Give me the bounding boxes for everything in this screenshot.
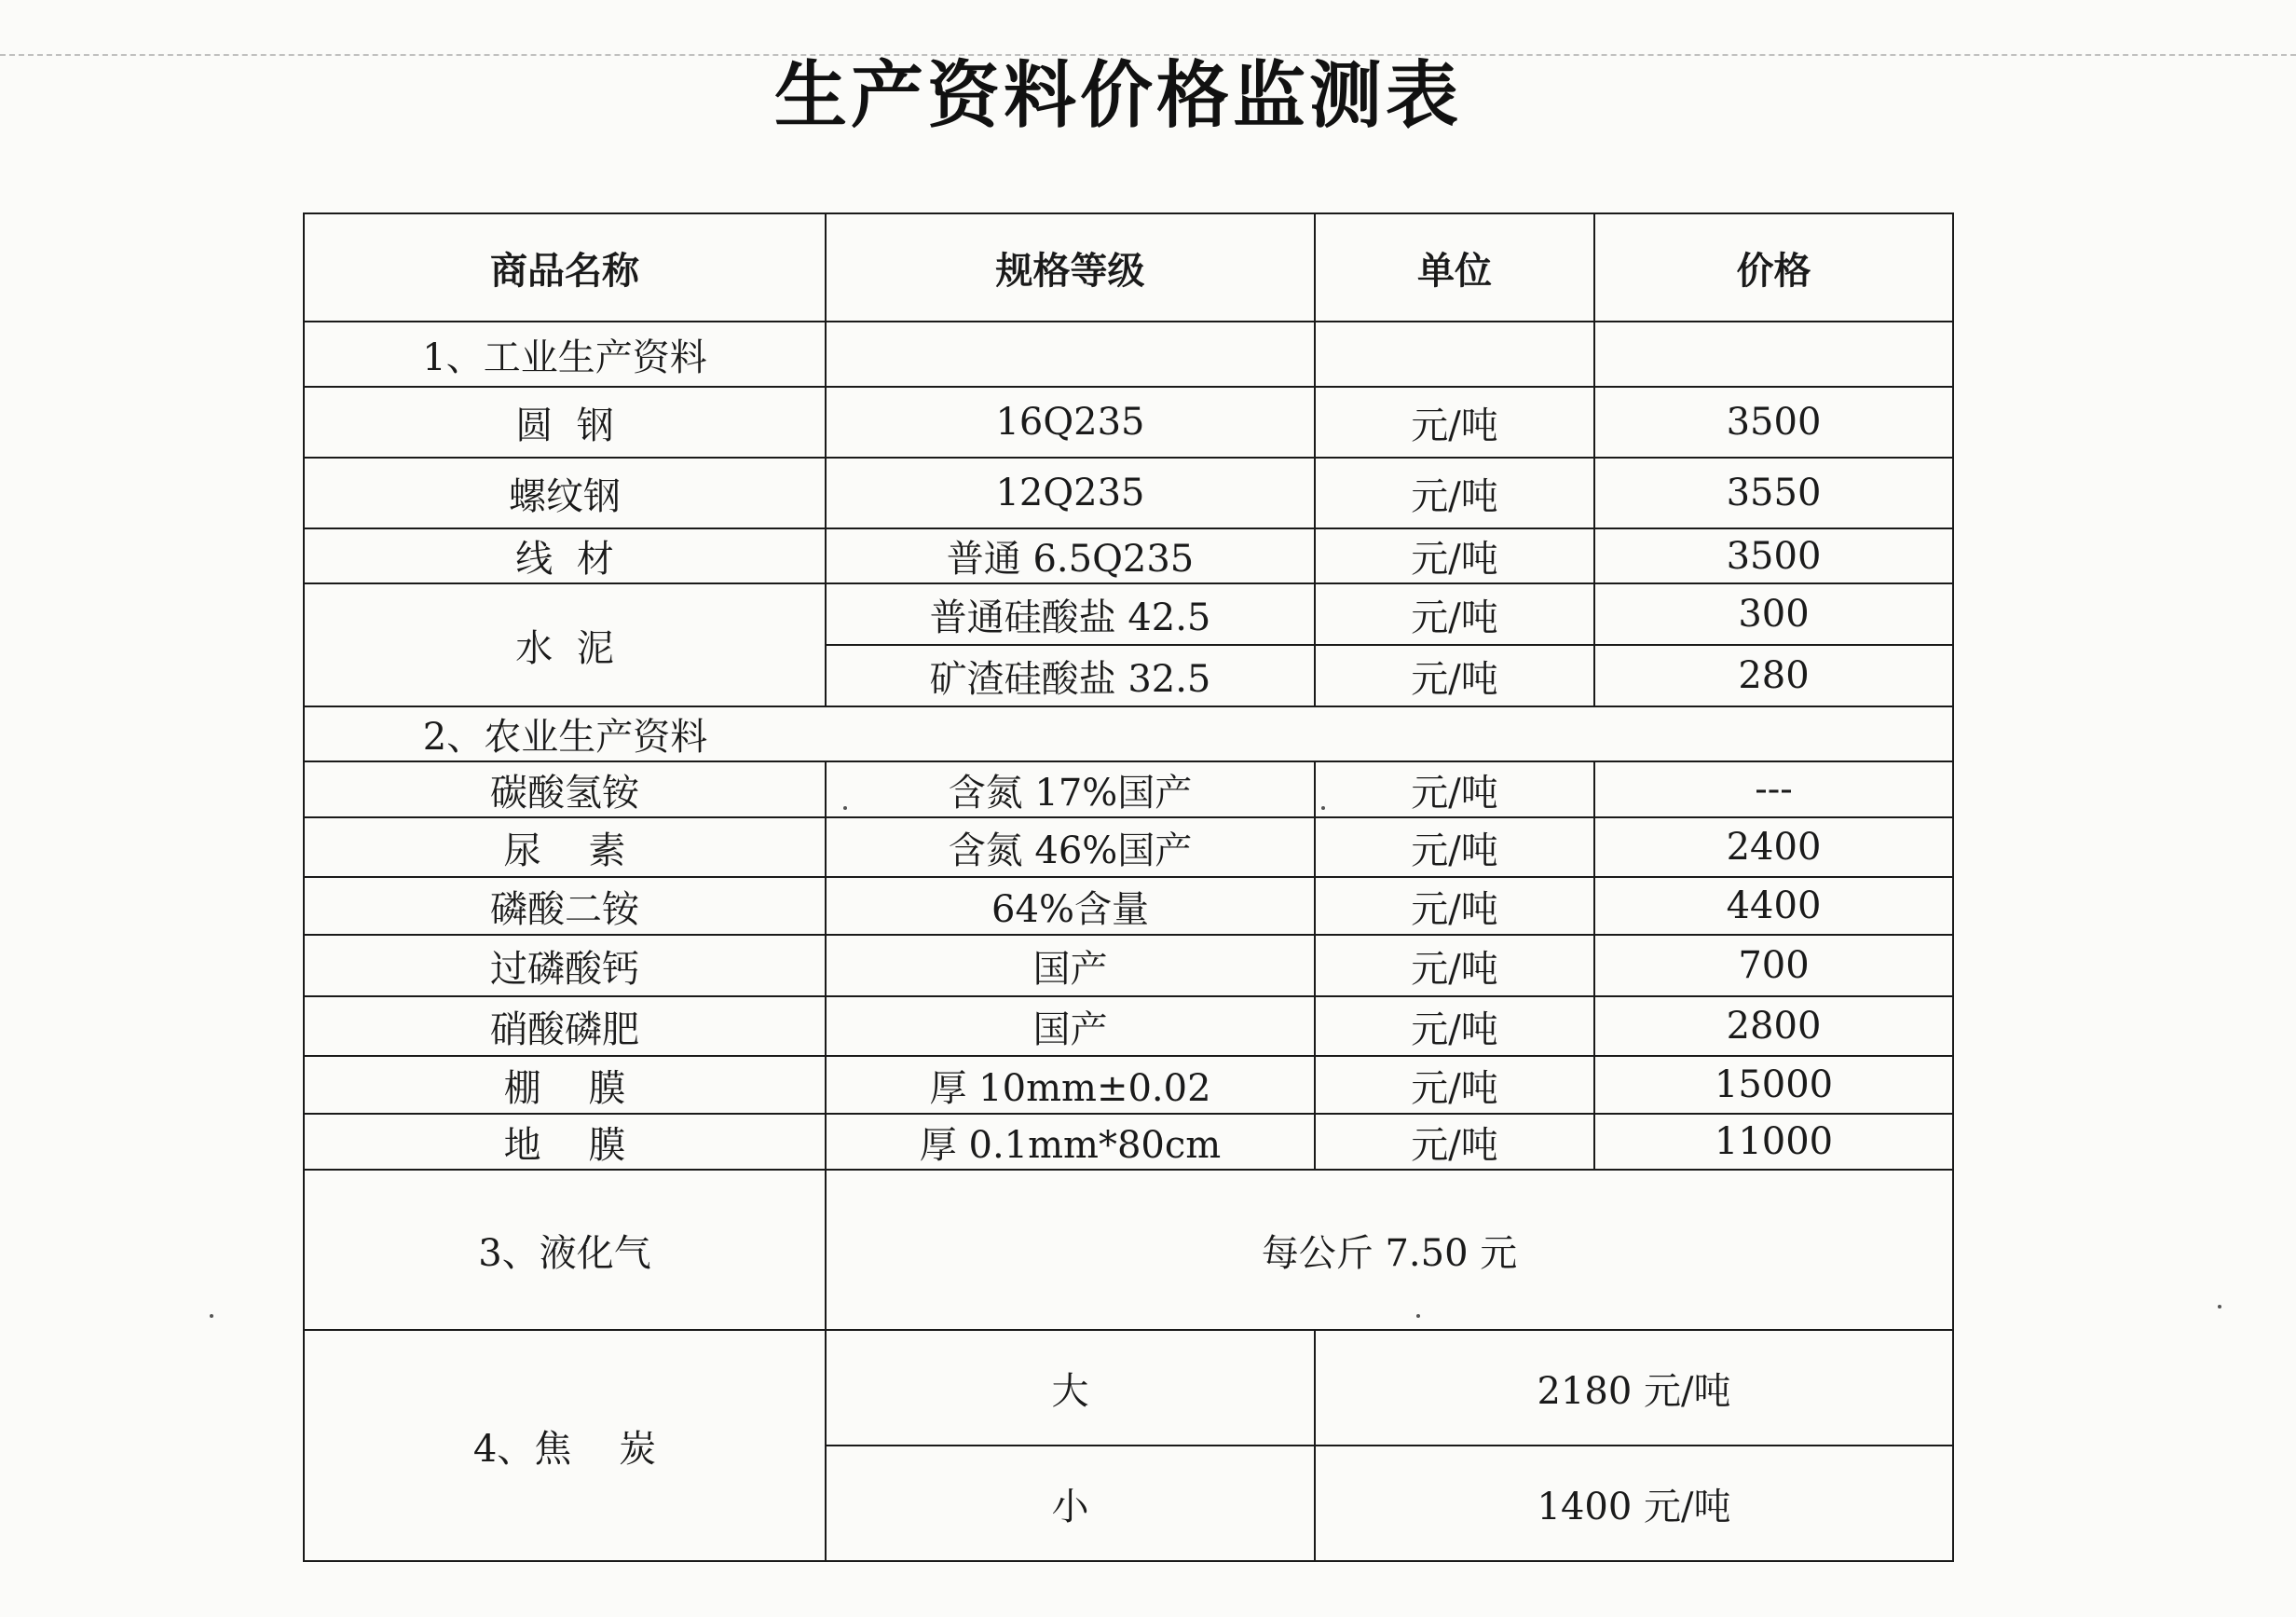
- product-name: 圆 钢: [304, 387, 826, 458]
- product-unit: 元/吨: [1315, 935, 1594, 996]
- bleed-through-text: [773, 0, 787, 34]
- product-unit: 元/吨: [1315, 528, 1594, 583]
- coke-label: 4、焦 炭: [304, 1330, 826, 1561]
- product-spec: 含氮 17%国产: [826, 761, 1315, 817]
- header-product-name: 商品名称: [304, 213, 826, 322]
- table-cell-empty: [826, 706, 1315, 761]
- table-row: [304, 996, 1953, 1056]
- product-name: 棚 膜: [304, 1056, 826, 1114]
- product-spec: 厚 0.1mm*80cm: [826, 1114, 1315, 1170]
- table-cell-empty: [826, 322, 1315, 387]
- section-label-agricultural: 2、农业生产资料: [304, 706, 826, 761]
- table-row: [304, 583, 1953, 645]
- table-row: [304, 817, 1953, 877]
- product-spec: 国产: [826, 935, 1315, 996]
- product-price: 3550: [1594, 458, 1953, 528]
- product-price: 280: [1594, 645, 1953, 706]
- table-cell-empty: [1594, 322, 1953, 387]
- product-name: 线 材: [304, 528, 826, 583]
- product-spec: 国产: [826, 996, 1315, 1056]
- product-price: 11000: [1594, 1114, 1953, 1170]
- table-cell-empty: [1315, 322, 1594, 387]
- product-unit: 元/吨: [1315, 583, 1594, 645]
- table-row-lpg: [304, 1170, 1953, 1330]
- lpg-price: 每公斤 7.50 元: [826, 1170, 1953, 1330]
- product-name: 尿 素: [304, 817, 826, 877]
- table-row-coke: [304, 1330, 1953, 1446]
- scan-speck: [210, 1314, 213, 1318]
- header-spec-grade: 规格等级: [826, 213, 1315, 322]
- product-name: 过磷酸钙: [304, 935, 826, 996]
- table-row: [304, 877, 1953, 935]
- product-spec: 64%含量: [826, 877, 1315, 935]
- product-spec: 普通硅酸盐 42.5: [826, 583, 1315, 645]
- table-row: [304, 1114, 1953, 1170]
- product-spec: 厚 10mm±0.02: [826, 1056, 1315, 1114]
- product-price: 2800: [1594, 996, 1953, 1056]
- coke-price: 1400 元/吨: [1315, 1446, 1953, 1561]
- product-spec: 矿渣硅酸盐 32.5: [826, 645, 1315, 706]
- product-price: 15000: [1594, 1056, 1953, 1114]
- product-name: 硝酸磷肥: [304, 996, 826, 1056]
- table-cell-empty: [1594, 706, 1953, 761]
- product-unit: 元/吨: [1315, 1056, 1594, 1114]
- product-name: 磷酸二铵: [304, 877, 826, 935]
- table-row: [304, 458, 1953, 528]
- product-unit: 元/吨: [1315, 1114, 1594, 1170]
- scan-speck: [1321, 806, 1325, 810]
- coke-size: 大: [826, 1330, 1315, 1446]
- product-spec: 普通 6.5Q235: [826, 528, 1315, 583]
- product-unit: 元/吨: [1315, 645, 1594, 706]
- header-price: 价格: [1594, 213, 1953, 322]
- product-unit: 元/吨: [1315, 877, 1594, 935]
- product-price: 300: [1594, 583, 1953, 645]
- table-cell-empty: [1315, 706, 1594, 761]
- product-price: 2400: [1594, 817, 1953, 877]
- product-unit: 元/吨: [1315, 458, 1594, 528]
- table-row: [304, 387, 1953, 458]
- scan-speck: [843, 806, 847, 810]
- product-name: 地 膜: [304, 1114, 826, 1170]
- table-row: [304, 761, 1953, 817]
- product-unit: 元/吨: [1315, 387, 1594, 458]
- table-header-row: [304, 213, 1953, 322]
- section-row: [304, 322, 1953, 387]
- coke-price: 2180 元/吨: [1315, 1330, 1953, 1446]
- lpg-label: 3、液化气: [304, 1170, 826, 1330]
- table-row: [304, 1056, 1953, 1114]
- table-row: [304, 528, 1953, 583]
- product-unit: 元/吨: [1315, 761, 1594, 817]
- product-price: 700: [1594, 935, 1953, 996]
- table-row: [304, 935, 1953, 996]
- product-price: 3500: [1594, 528, 1953, 583]
- product-spec: 12Q235: [826, 458, 1315, 528]
- product-price: ---: [1594, 761, 1953, 817]
- coke-size: 小: [826, 1446, 1315, 1561]
- product-spec: 含氮 46%国产: [826, 817, 1315, 877]
- section-row: [304, 706, 1953, 761]
- product-unit: 元/吨: [1315, 996, 1594, 1056]
- section-label-industrial: 1、工业生产资料: [304, 322, 826, 387]
- scan-speck: [1416, 1314, 1420, 1318]
- page-title: 生产资料价格监测表: [773, 54, 1462, 138]
- product-name: 螺纹钢: [304, 458, 826, 528]
- header-unit: 单位: [1315, 213, 1594, 322]
- product-price: 3500: [1594, 387, 1953, 458]
- product-name: 水 泥: [304, 583, 826, 706]
- product-name: 碳酸氢铵: [304, 761, 826, 817]
- product-unit: 元/吨: [1315, 817, 1594, 877]
- product-price: 4400: [1594, 877, 1953, 935]
- product-spec: 16Q235: [826, 387, 1315, 458]
- scan-speck: [2218, 1305, 2221, 1309]
- price-monitoring-table: [303, 212, 1954, 1562]
